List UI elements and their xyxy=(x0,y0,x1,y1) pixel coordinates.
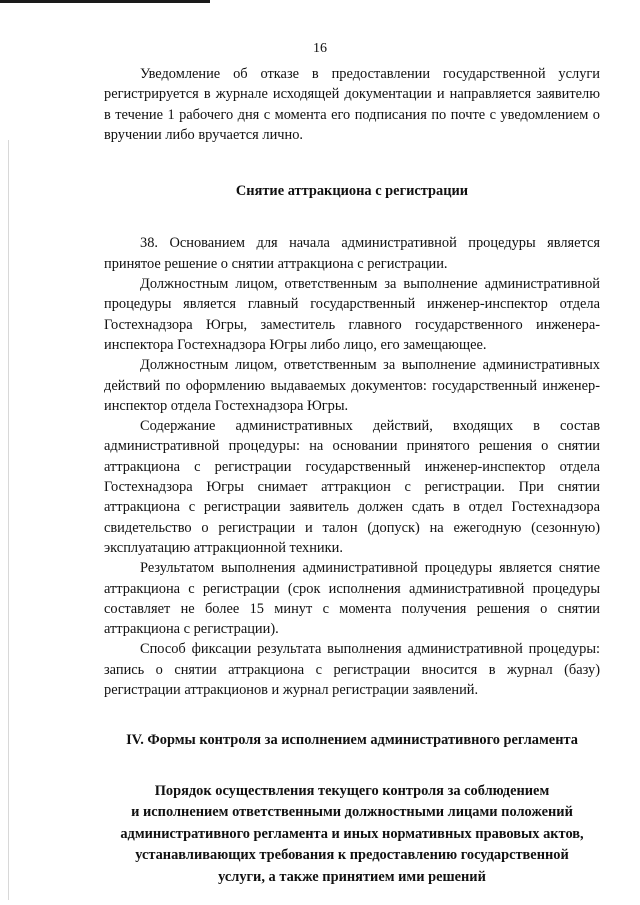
block-heading-line: и исполнением ответственными должностными лицами положений xyxy=(131,804,573,821)
subheading: Снятие аттракциона с регистрации xyxy=(235,183,469,200)
block-heading xyxy=(104,781,600,889)
paragraph: Должностным лицом, ответственным за выполнение административных действий по оформлению выдаваемых документов: государственный инженер-инспектор отдела Гостехнадзора Югры. xyxy=(104,357,600,414)
section-heading: IV. Формы контроля за исполнением административного регламента xyxy=(126,732,578,749)
paragraph: Уведомление об отказе в предоставлении государственной услуги регистрируется в журнале исходящей документации и направляется заявителю в течение 1 рабочего дня с момента его подписания по почте с уведомлением о вручении либо вручается лично. xyxy=(104,66,600,143)
block-heading-line: административного регламента и иных нормативных правовых актов, xyxy=(120,825,584,842)
block-heading-line: устанавливающих требования к предоставлению государственной xyxy=(135,847,569,864)
paragraph: Результатом выполнения административной процедуры является снятие аттракциона с регистрации (срок исполнения административной процедуры составляет не более 15 минут с момента получения решения о снятии аттракциона с регистрации). xyxy=(104,560,600,638)
paragraph: Содержание административных действий, входящих в состав административной процедуры: на основании принятого решения о снятии аттракциона с регистрации государственный инженер-инспектор отдела Гостехнадзора Югры снимает аттракцион с регистрации. При снятии аттракциона с регистрации заявитель должен сдать в отдел Гостехнадзора свидетельство о регистрации и талон (допуск) на ежегодную (сезонную) эксплуатацию аттракционной техники. xyxy=(104,418,600,556)
block-heading-line: услуги, а также принятием ими решений xyxy=(218,868,486,885)
document-body xyxy=(104,64,600,888)
scan-edge-mark xyxy=(0,0,210,3)
block-heading-line: Порядок осуществления текущего контроля за соблюдением xyxy=(154,782,550,799)
paragraph: Способ фиксации результата выполнения административной процедуры: запись о снятии аттракциона с регистрации вносится в журнал (базу) регистрации аттракционов и журнал регистрации заявлений. xyxy=(104,641,600,699)
paragraph: Должностным лицом, ответственным за выполнение административной процедуры является главный государственный инженер-инспектор отдела Гостехнадзора Югры, заместитель главного государственного инженера-инспектора Гостехнадзора Югры либо лицо, его замещающее. xyxy=(104,276,600,353)
page-number: 16 xyxy=(313,41,327,56)
binding-gutter-line xyxy=(8,140,9,900)
paragraph: 38. Основанием для начала административной процедуры является принятое решение о снятии аттракциона с регистрации. xyxy=(104,235,600,272)
